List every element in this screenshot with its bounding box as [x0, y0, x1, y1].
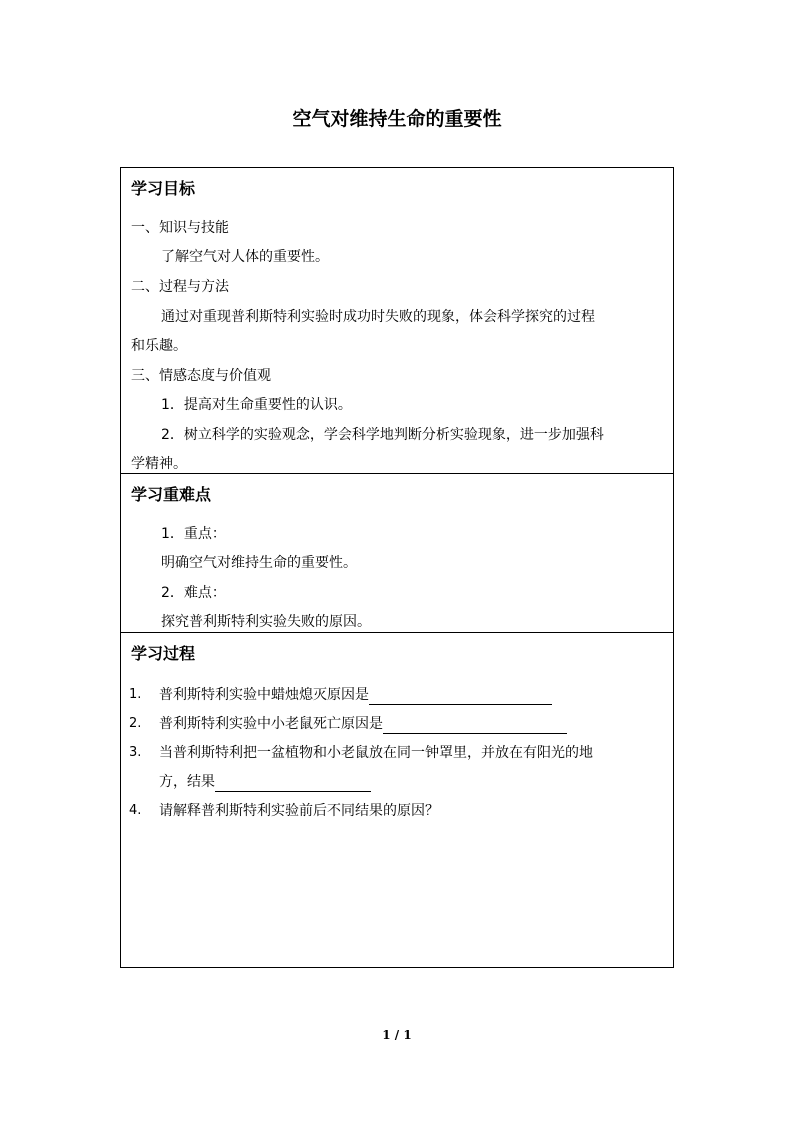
process-section [121, 632, 673, 967]
question-2-number: 2. [129, 716, 142, 731]
question-3-text: 方，结果 [159, 774, 215, 790]
question-2-text: 普利斯特利实验中小老鼠死亡原因是 [159, 716, 383, 732]
goals-s2-text-2: 和乐趣。 [131, 338, 187, 354]
goals-s3-heading: 三、情感态度与价值观 [131, 368, 271, 384]
question-3-line-1: 当普利斯特利把一盆植物和小老鼠放在同一钟罩里，并放在有阳光的地 [159, 745, 593, 761]
keypoint-2-text: 探究普利斯特利实验失败的原因。 [161, 614, 371, 630]
page-title: 空气对维持生命的重要性 [292, 108, 502, 130]
goals-s3-item1: 1．提高对生命重要性的认识。 [161, 397, 352, 413]
keypoint-2-label: 2．难点： [161, 585, 226, 601]
keypoint-1-text: 明确空气对维持生命的重要性。 [161, 555, 357, 571]
keypoint-1-label: 1．重点： [161, 526, 226, 542]
page-number: 1 / 1 [382, 1028, 412, 1042]
goals-heading: 学习目标 [131, 179, 196, 198]
keypoints-section [121, 473, 673, 633]
question-4-text: 请解释普利斯特利实验前后不同结果的原因？ [159, 803, 439, 819]
goals-s2-text-1: 通过对重现普利斯特利实验时成功时失败的现象，体会科学探究的过程 [161, 309, 595, 325]
goals-s2-heading: 二、过程与方法 [131, 279, 229, 295]
keypoints-heading: 学习重难点 [131, 485, 212, 504]
goals-s3-item2-1: 2．树立科学的实验观念，学会科学地判断分析实验现象，进一步加强科 [161, 427, 604, 443]
goals-section [121, 168, 673, 474]
worksheet-table [120, 167, 674, 968]
question-1 [159, 685, 552, 705]
answer-blank-2[interactable] [383, 717, 567, 734]
answer-blank-1[interactable] [369, 688, 552, 705]
question-1-number: 1. [129, 687, 142, 702]
question-1-text: 普利斯特利实验中蜡烛熄灭原因是 [159, 687, 369, 703]
question-4-number: 4. [129, 803, 142, 818]
process-heading: 学习过程 [131, 644, 196, 663]
question-2 [159, 714, 567, 734]
goals-s1-text: 了解空气对人体的重要性。 [161, 249, 329, 265]
question-3-line-2 [159, 772, 371, 792]
goals-s1-heading: 一、知识与技能 [131, 220, 229, 236]
answer-blank-3[interactable] [215, 775, 371, 792]
question-3-number: 3. [129, 745, 142, 760]
goals-s3-item2-2: 学精神。 [131, 456, 187, 472]
